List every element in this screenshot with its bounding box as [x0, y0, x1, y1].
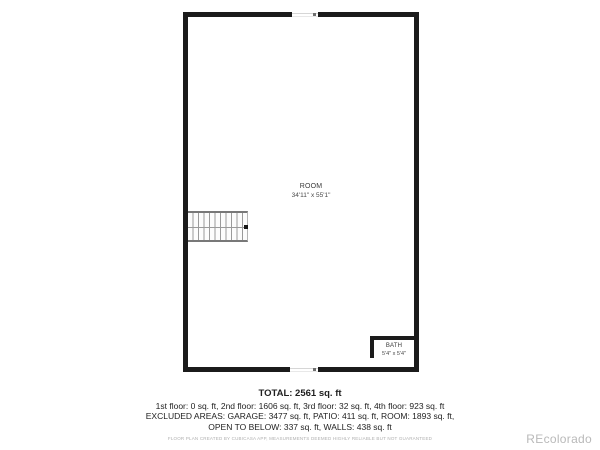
bath-top-wall	[370, 336, 414, 340]
room-dimensions: 34'11" x 55'1"	[291, 191, 331, 199]
right-wall	[414, 12, 419, 372]
bottom-wall-opening	[290, 368, 318, 372]
stair-direction-marker	[244, 225, 248, 229]
recolorado-watermark: REcolorado	[526, 432, 592, 446]
top-wall-left-segment	[183, 12, 292, 17]
bath-name: BATH	[385, 343, 403, 349]
excluded-areas-text-1: EXCLUDED AREAS: GARAGE: 3477 sq. ft, PATIO: 411 sq. ft, ROOM: 1893 sq. ft,	[145, 411, 455, 422]
bottom-wall-left-segment	[183, 367, 290, 372]
top-wall-right-segment	[318, 12, 419, 17]
total-area-text: TOTAL: 2561 sq. ft	[258, 388, 342, 399]
disclaimer-text: FLOOR PLAN CREATED BY CUBICASA APP, MEASUREMENTS DEEMED HIGHLY RELIABLE BUT NOT GUARANTEED	[167, 436, 433, 442]
staircase	[188, 211, 248, 242]
room-label	[261, 183, 361, 200]
excluded-areas-text-2: OPEN TO BELOW: 337 sq. ft, WALLS: 438 sq. ft	[208, 421, 392, 432]
opening-tick	[313, 368, 316, 371]
top-wall-opening	[292, 13, 318, 17]
stair-walkline	[188, 227, 247, 228]
bath-label	[374, 343, 414, 357]
bath-dimensions: 5'4" x 5'4"	[381, 350, 407, 357]
opening-tick	[313, 13, 316, 16]
bottom-wall-right-segment	[318, 367, 419, 372]
floors-area-text: 1st floor: 0 sq. ft, 2nd floor: 1606 sq. ft, 3rd floor: 32 sq. ft, 4th floor: 923 sq. ft	[155, 401, 445, 411]
left-wall	[183, 12, 188, 372]
area-summary	[0, 388, 600, 441]
room-name: ROOM	[299, 183, 323, 190]
